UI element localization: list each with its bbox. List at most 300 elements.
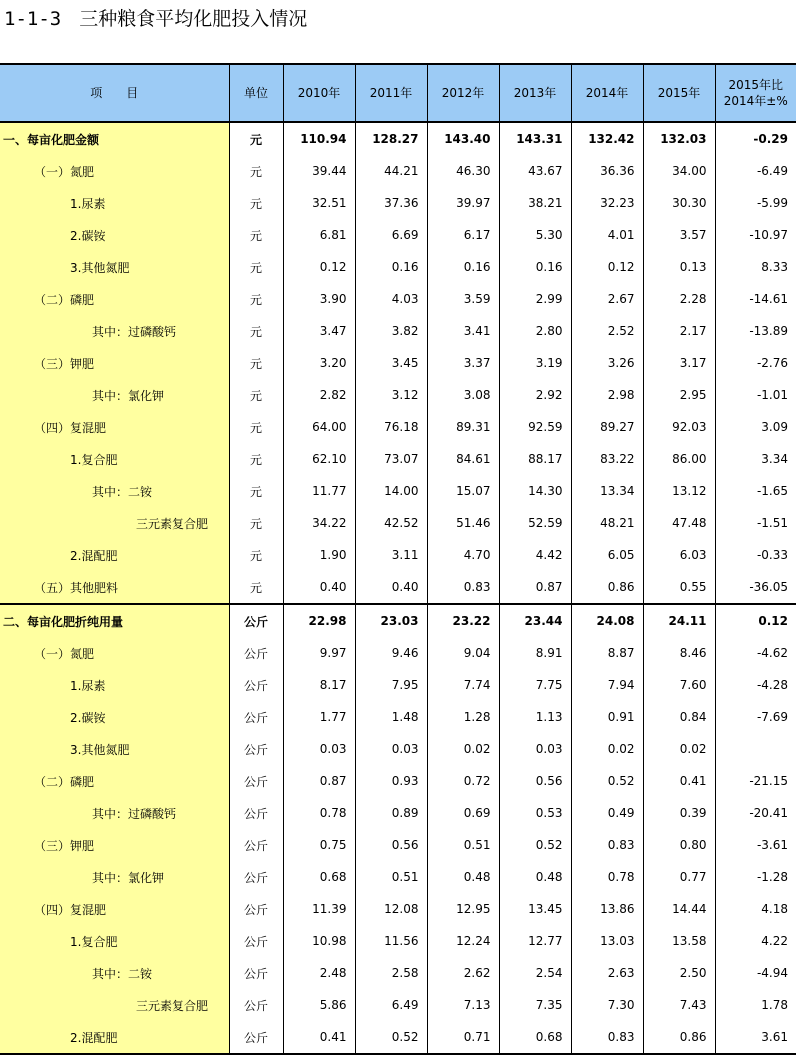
row-value: 11.56 [355,925,427,957]
row-value: 32.51 [283,187,355,219]
row-value: 3.90 [283,283,355,315]
table-code: 1-1-3 [4,8,62,30]
row-value: 143.40 [427,122,499,155]
row-value: 0.84 [643,701,715,733]
row-value: 39.44 [283,155,355,187]
row-unit: 元 [229,155,283,187]
row-value: 0.02 [571,733,643,765]
row-unit: 公斤 [229,701,283,733]
row-unit: 元 [229,411,283,443]
row-label: 1.尿素 [0,187,229,219]
row-value: 2.82 [283,379,355,411]
row-value: 3.26 [571,347,643,379]
table-row [0,669,796,701]
row-unit: 元 [229,122,283,155]
row-value: 0.56 [499,765,571,797]
row-value: 11.77 [283,475,355,507]
row-unit: 公斤 [229,797,283,829]
header-year-2012: 2012年 [427,64,499,122]
row-value: 22.98 [283,604,355,637]
row-label: 1.复合肥 [0,443,229,475]
row-value: 0.87 [283,765,355,797]
row-value: 37.36 [355,187,427,219]
row-change: 8.33 [715,251,796,283]
row-value: 0.93 [355,765,427,797]
row-value: 0.78 [283,797,355,829]
row-value: 0.56 [355,829,427,861]
table-row [0,443,796,475]
table-row [0,701,796,733]
row-value: 143.31 [499,122,571,155]
row-value: 6.03 [643,539,715,571]
row-value: 2.17 [643,315,715,347]
row-change: 3.09 [715,411,796,443]
row-value: 3.82 [355,315,427,347]
row-label: （三）钾肥 [0,347,229,379]
row-value: 13.58 [643,925,715,957]
row-unit: 公斤 [229,989,283,1021]
row-unit: 公斤 [229,925,283,957]
table-title: 三种粮食平均化肥投入情况 [79,8,308,30]
row-change: 0.12 [715,604,796,637]
row-value: 2.99 [499,283,571,315]
row-value: 3.59 [427,283,499,315]
row-value: 73.07 [355,443,427,475]
row-value: 13.12 [643,475,715,507]
row-value: 2.62 [427,957,499,989]
row-value: 24.08 [571,604,643,637]
row-value: 0.68 [283,861,355,893]
row-value: 5.86 [283,989,355,1021]
row-unit: 元 [229,315,283,347]
row-label: 3.其他氮肥 [0,251,229,283]
row-value: 0.40 [355,571,427,604]
row-value: 6.17 [427,219,499,251]
row-value: 6.05 [571,539,643,571]
row-label: 1.尿素 [0,669,229,701]
row-label: 1.复合肥 [0,925,229,957]
row-value: 1.48 [355,701,427,733]
row-value: 2.63 [571,957,643,989]
table-row [0,797,796,829]
row-value: 5.30 [499,219,571,251]
row-value: 39.97 [427,187,499,219]
row-change: -4.28 [715,669,796,701]
row-value: 0.87 [499,571,571,604]
row-change: -0.29 [715,122,796,155]
row-value: 92.59 [499,411,571,443]
row-value: 7.95 [355,669,427,701]
row-value: 0.51 [427,829,499,861]
row-value: 84.61 [427,443,499,475]
row-label: （一）氮肥 [0,155,229,187]
row-value: 12.24 [427,925,499,957]
table-row [0,251,796,283]
row-value: 2.80 [499,315,571,347]
row-label: 2.混配肥 [0,539,229,571]
row-change: 1.78 [715,989,796,1021]
row-label: 其中：二铵 [0,957,229,989]
row-value: 0.03 [355,733,427,765]
row-change: 4.18 [715,893,796,925]
row-change: 3.61 [715,1021,796,1054]
row-value: 3.57 [643,219,715,251]
row-value: 6.81 [283,219,355,251]
row-value: 9.46 [355,637,427,669]
row-change: -10.97 [715,219,796,251]
row-label: 2.混配肥 [0,1021,229,1054]
row-unit: 公斤 [229,893,283,925]
page-title [4,6,307,32]
table-row [0,219,796,251]
row-value: 0.41 [283,1021,355,1054]
row-change: -21.15 [715,765,796,797]
row-value: 3.37 [427,347,499,379]
row-label: 其中：氯化钾 [0,379,229,411]
row-label: 其中：二铵 [0,475,229,507]
row-value: 88.17 [499,443,571,475]
row-value: 0.89 [355,797,427,829]
row-value: 6.69 [355,219,427,251]
row-unit: 元 [229,443,283,475]
row-value: 3.47 [283,315,355,347]
table-row [0,637,796,669]
row-value: 47.48 [643,507,715,539]
row-value: 0.68 [499,1021,571,1054]
row-change: 4.22 [715,925,796,957]
row-label: 其中：过磷酸钙 [0,797,229,829]
row-value: 3.19 [499,347,571,379]
header-year-2013: 2013年 [499,64,571,122]
row-label: （二）磷肥 [0,765,229,797]
row-unit: 元 [229,539,283,571]
row-value: 4.03 [355,283,427,315]
row-value: 0.53 [499,797,571,829]
row-change: -1.65 [715,475,796,507]
row-value: 0.39 [643,797,715,829]
header-item: 项 目 [0,64,229,122]
table-row [0,957,796,989]
header-year-2014: 2014年 [571,64,643,122]
table-row [0,347,796,379]
row-unit: 公斤 [229,957,283,989]
row-value: 48.21 [571,507,643,539]
row-value: 4.70 [427,539,499,571]
row-value: 0.16 [499,251,571,283]
row-value: 42.52 [355,507,427,539]
row-value: 7.43 [643,989,715,1021]
row-value: 0.12 [571,251,643,283]
row-value: 12.95 [427,893,499,925]
row-value: 7.35 [499,989,571,1021]
row-value: 8.17 [283,669,355,701]
row-unit: 公斤 [229,1021,283,1054]
table-row [0,989,796,1021]
row-change: -1.28 [715,861,796,893]
row-change: -4.94 [715,957,796,989]
row-value: 89.27 [571,411,643,443]
row-value: 0.80 [643,829,715,861]
row-value: 0.02 [643,733,715,765]
row-change: -1.01 [715,379,796,411]
row-value: 44.21 [355,155,427,187]
row-value: 128.27 [355,122,427,155]
row-value: 0.03 [499,733,571,765]
row-value: 2.48 [283,957,355,989]
row-change: -20.41 [715,797,796,829]
table-row [0,604,796,637]
row-label: （一）氮肥 [0,637,229,669]
row-label: 一、每亩化肥金额 [0,122,229,155]
row-label: 三元素复合肥 [0,507,229,539]
header-change: 2015年比 2014年±% [715,64,796,122]
row-value: 3.12 [355,379,427,411]
row-value: 13.45 [499,893,571,925]
row-value: 0.16 [427,251,499,283]
row-value: 34.22 [283,507,355,539]
row-value: 1.28 [427,701,499,733]
row-value: 7.60 [643,669,715,701]
row-unit: 公斤 [229,637,283,669]
row-value: 0.75 [283,829,355,861]
header-row [0,64,796,122]
row-unit: 公斤 [229,669,283,701]
row-label: 2.碳铵 [0,219,229,251]
row-value: 0.16 [355,251,427,283]
row-label: （二）磷肥 [0,283,229,315]
row-value: 7.74 [427,669,499,701]
row-value: 0.71 [427,1021,499,1054]
row-value: 12.77 [499,925,571,957]
row-change: 3.34 [715,443,796,475]
row-value: 2.95 [643,379,715,411]
row-value: 0.83 [571,829,643,861]
header-year-2011: 2011年 [355,64,427,122]
row-change: -6.49 [715,155,796,187]
row-unit: 公斤 [229,765,283,797]
row-value: 23.22 [427,604,499,637]
row-value: 7.75 [499,669,571,701]
row-label: 三元素复合肥 [0,989,229,1021]
table-row [0,829,796,861]
row-label: （四）复混肥 [0,411,229,443]
row-change: -7.69 [715,701,796,733]
row-value: 86.00 [643,443,715,475]
row-value: 11.39 [283,893,355,925]
row-change [715,733,796,765]
row-value: 0.40 [283,571,355,604]
row-value: 14.30 [499,475,571,507]
row-unit: 元 [229,379,283,411]
row-value: 76.18 [355,411,427,443]
row-value: 13.34 [571,475,643,507]
row-value: 0.48 [499,861,571,893]
row-value: 0.52 [499,829,571,861]
row-value: 14.00 [355,475,427,507]
row-change: -13.89 [715,315,796,347]
row-value: 30.30 [643,187,715,219]
row-value: 83.22 [571,443,643,475]
row-value: 24.11 [643,604,715,637]
row-value: 0.78 [571,861,643,893]
row-label: 二、每亩化肥折纯用量 [0,604,229,637]
row-label: 2.碳铵 [0,701,229,733]
row-value: 0.49 [571,797,643,829]
row-value: 23.03 [355,604,427,637]
row-value: 7.94 [571,669,643,701]
row-value: 0.41 [643,765,715,797]
row-change: -14.61 [715,283,796,315]
row-label: （三）钾肥 [0,829,229,861]
row-value: 3.11 [355,539,427,571]
row-value: 8.87 [571,637,643,669]
row-value: 1.77 [283,701,355,733]
row-value: 3.20 [283,347,355,379]
table-row [0,507,796,539]
row-value: 7.30 [571,989,643,1021]
row-value: 7.13 [427,989,499,1021]
row-value: 0.13 [643,251,715,283]
row-value: 0.72 [427,765,499,797]
row-value: 0.52 [571,765,643,797]
row-change: -4.62 [715,637,796,669]
row-value: 132.03 [643,122,715,155]
table-row [0,155,796,187]
row-unit: 公斤 [229,733,283,765]
row-value: 0.12 [283,251,355,283]
row-value: 36.36 [571,155,643,187]
table-body [0,122,796,1054]
row-unit: 元 [229,219,283,251]
row-value: 12.08 [355,893,427,925]
row-value: 0.02 [427,733,499,765]
row-value: 43.67 [499,155,571,187]
row-value: 3.41 [427,315,499,347]
row-value: 3.17 [643,347,715,379]
row-value: 51.46 [427,507,499,539]
table-row [0,861,796,893]
table-row [0,411,796,443]
row-value: 2.54 [499,957,571,989]
row-value: 8.46 [643,637,715,669]
row-value: 2.67 [571,283,643,315]
row-change: -3.61 [715,829,796,861]
row-value: 62.10 [283,443,355,475]
header-year-2010: 2010年 [283,64,355,122]
header-year-2015: 2015年 [643,64,715,122]
row-value: 0.86 [571,571,643,604]
table-row [0,122,796,155]
row-value: 132.42 [571,122,643,155]
table-row [0,187,796,219]
row-change: -1.51 [715,507,796,539]
row-value: 0.69 [427,797,499,829]
table-row [0,539,796,571]
row-label: （五）其他肥料 [0,571,229,604]
table-row [0,765,796,797]
table-row [0,315,796,347]
fertilizer-table [0,63,796,1055]
row-value: 32.23 [571,187,643,219]
row-value: 52.59 [499,507,571,539]
row-value: 0.03 [283,733,355,765]
row-value: 110.94 [283,122,355,155]
row-value: 9.04 [427,637,499,669]
row-value: 89.31 [427,411,499,443]
row-value: 0.55 [643,571,715,604]
row-value: 0.83 [427,571,499,604]
row-value: 9.97 [283,637,355,669]
row-value: 0.77 [643,861,715,893]
table-row [0,379,796,411]
row-value: 1.13 [499,701,571,733]
row-value: 0.52 [355,1021,427,1054]
row-value: 0.83 [571,1021,643,1054]
row-value: 64.00 [283,411,355,443]
row-unit: 元 [229,251,283,283]
row-label: 其中：氯化钾 [0,861,229,893]
row-label: （四）复混肥 [0,893,229,925]
row-value: 2.28 [643,283,715,315]
row-value: 3.45 [355,347,427,379]
row-change: -0.33 [715,539,796,571]
table-row [0,733,796,765]
row-value: 4.42 [499,539,571,571]
table-row [0,475,796,507]
row-value: 0.51 [355,861,427,893]
row-unit: 元 [229,475,283,507]
row-value: 2.98 [571,379,643,411]
row-value: 8.91 [499,637,571,669]
row-value: 14.44 [643,893,715,925]
row-unit: 公斤 [229,604,283,637]
row-unit: 元 [229,347,283,379]
table-row [0,283,796,315]
row-unit: 元 [229,507,283,539]
row-value: 0.86 [643,1021,715,1054]
row-value: 38.21 [499,187,571,219]
row-value: 23.44 [499,604,571,637]
row-label: 3.其他氮肥 [0,733,229,765]
row-value: 15.07 [427,475,499,507]
table-row [0,893,796,925]
row-unit: 公斤 [229,829,283,861]
header-unit: 单位 [229,64,283,122]
row-value: 46.30 [427,155,499,187]
row-value: 0.48 [427,861,499,893]
row-value: 0.91 [571,701,643,733]
row-unit: 元 [229,187,283,219]
row-value: 1.90 [283,539,355,571]
row-value: 2.50 [643,957,715,989]
row-value: 10.98 [283,925,355,957]
row-change: -5.99 [715,187,796,219]
row-value: 13.86 [571,893,643,925]
row-unit: 元 [229,571,283,604]
table-row [0,925,796,957]
row-change: -2.76 [715,347,796,379]
row-value: 34.00 [643,155,715,187]
row-change: -36.05 [715,571,796,604]
row-unit: 元 [229,283,283,315]
row-unit: 公斤 [229,861,283,893]
row-value: 2.92 [499,379,571,411]
row-value: 3.08 [427,379,499,411]
row-value: 6.49 [355,989,427,1021]
row-value: 13.03 [571,925,643,957]
row-value: 2.52 [571,315,643,347]
table-row [0,1021,796,1054]
